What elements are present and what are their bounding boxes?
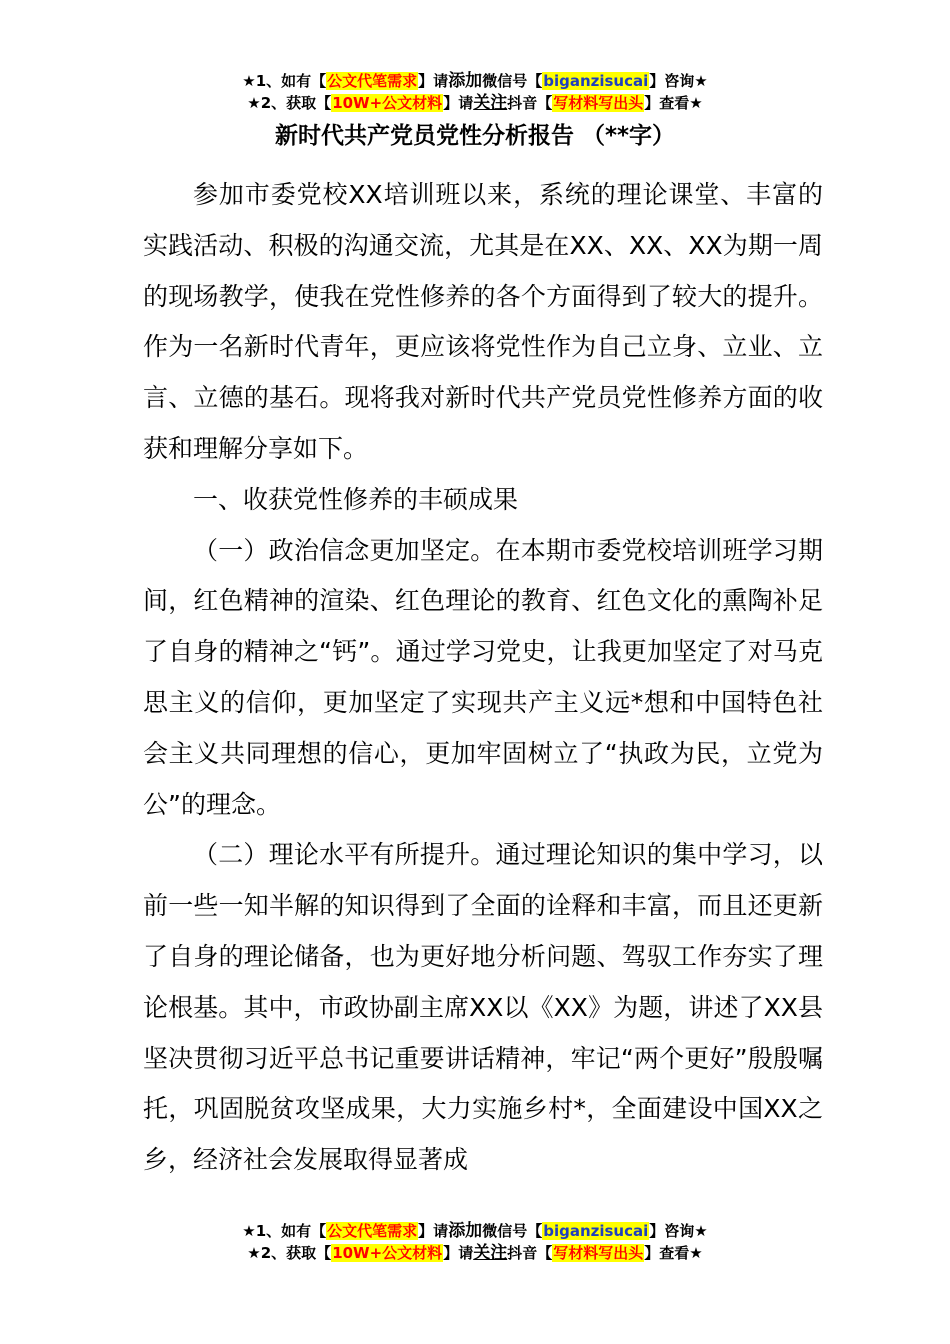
document-title: 新时代共产党员党性分析报告 （**字）	[274, 123, 676, 149]
highlight-wechat-id: biganzisucai	[543, 1222, 649, 1240]
banner-text: 抖音【	[507, 94, 553, 112]
highlight-ghostwriting: 公文代笔需求	[327, 1222, 418, 1240]
highlight-ghostwriting: 公文代笔需求	[327, 72, 418, 90]
banner-text: ★1、如有【	[242, 1222, 327, 1240]
highlight-materials: 10W+公文材料	[332, 1244, 443, 1262]
section-heading: 一、收获党性修养的丰硕成果	[193, 484, 519, 514]
banner-text: 】查看★	[644, 94, 703, 112]
banner-text: ★2、获取【	[247, 1244, 332, 1262]
banner-text: 】咨询★	[649, 1222, 708, 1240]
banner-line-1	[0, 70, 950, 92]
banner-emphasis: 关注	[473, 1243, 508, 1263]
highlight-douyin: 写材料写出头	[553, 94, 644, 112]
banner-text: 】请	[418, 1222, 449, 1240]
banner-text: 微信号【	[482, 72, 543, 90]
banner-line-2	[0, 1242, 950, 1264]
banner-emphasis: 添加	[448, 71, 483, 91]
document-body	[143, 170, 823, 1186]
banner-emphasis: 关注	[473, 93, 508, 113]
banner-text: 】请	[443, 1244, 474, 1262]
highlight-douyin: 写材料写出头	[553, 1244, 644, 1262]
banner-line-1	[0, 1220, 950, 1242]
banner-text: 抖音【	[507, 1244, 553, 1262]
banner-line-2	[0, 92, 950, 114]
banner-emphasis: 添加	[448, 1221, 483, 1241]
body-paragraph: （一）政治信念更加坚定。在本期市委党校培训班学习期间，红色精神的渲染、红色理论的教育、红色文化的熏陶补足了自身的精神之“钙”。通过学习党史，让我更加坚定了对马克思主义的信仰，更加坚定了实现共产主义远*想和中国特色社会主义共同理想的信心，更加牢固树立了“执政为民，立党为公”的理念。	[143, 535, 823, 819]
highlight-materials: 10W+公文材料	[332, 94, 443, 112]
banner-text: 】查看★	[644, 1244, 703, 1262]
footer-banner	[0, 1220, 950, 1264]
intro-paragraph: 参加市委党校XX培训班以来，系统的理论课堂、丰富的实践活动、积极的沟通交流，尤其是在XX、XX、XX为期一周的现场教学，使我在党性修养的各个方面得到了较大的提升。作为一名新时代青年，更应该将党性作为自己立身、立业、立言、立德的基石。现将我对新时代共产党员党性修养方面的收获和理解分享如下。	[143, 180, 823, 463]
header-banner	[0, 70, 950, 114]
banner-text: 】请	[443, 94, 474, 112]
banner-text: ★2、获取【	[247, 94, 332, 112]
banner-text: 微信号【	[482, 1222, 543, 1240]
banner-text: ★1、如有【	[242, 72, 327, 90]
body-paragraph: （二）理论水平有所提升。通过理论知识的集中学习，以前一些一知半解的知识得到了全面的诠释和丰富，而且还更新了自身的理论储备，也为更好地分析问题、驾驭工作夯实了理论根基。其中，市政协副主席XX以《XX》为题，讲述了XX县坚决贯彻习近平总书记重要讲话精神，牢记“两个更好”殷殷嘱托，巩固脱贫攻坚成果，大力实施乡村*，全面建设中国XX之乡，经济社会发展取得显著成	[143, 840, 823, 1175]
banner-text: 】咨询★	[649, 72, 708, 90]
highlight-wechat-id: biganzisucai	[543, 72, 649, 90]
banner-text: 】请	[418, 72, 449, 90]
